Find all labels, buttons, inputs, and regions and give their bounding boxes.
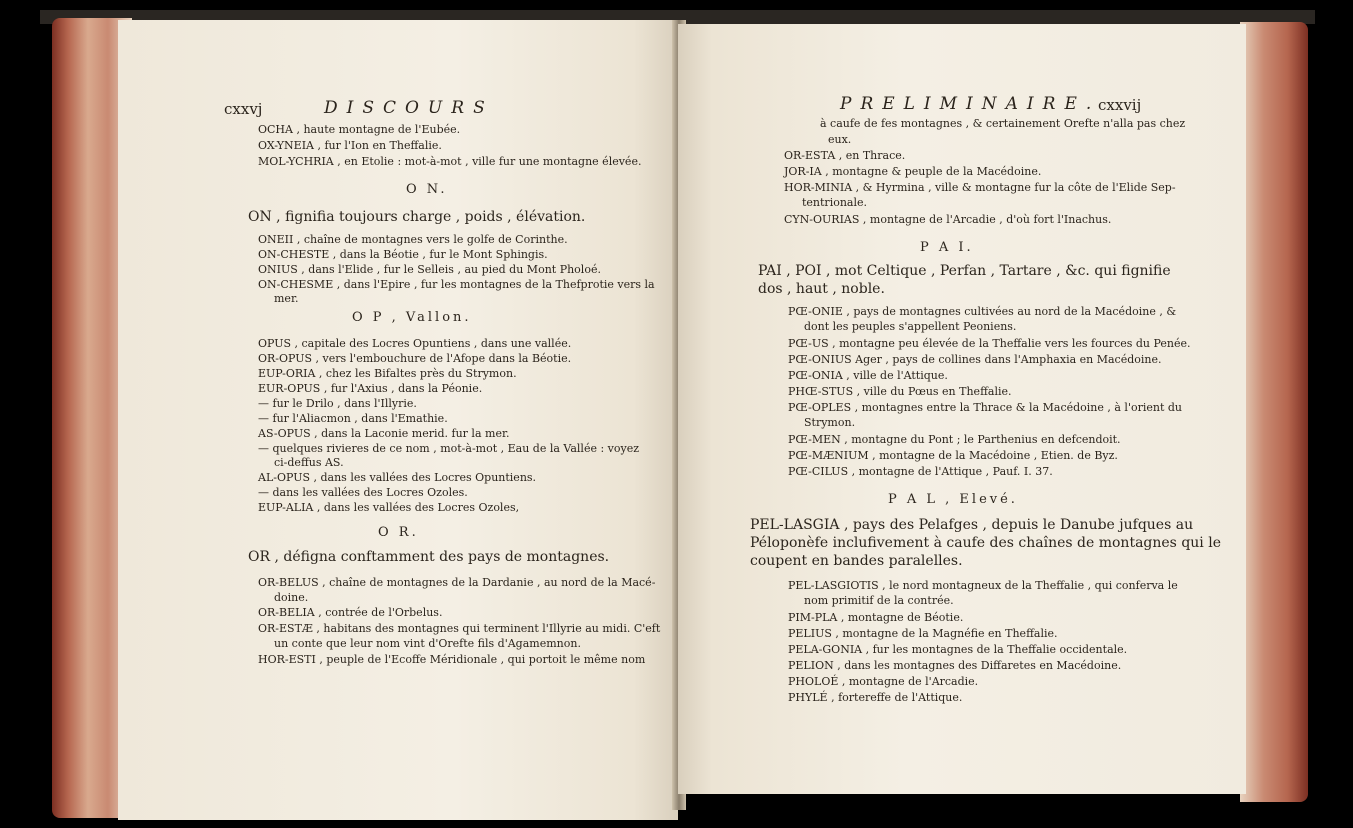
text-line: OR-OPUS , vers l'embouchure de l'Afope dans la Béotie. <box>258 352 572 365</box>
text-line: OR-ESTÆ , habitans des montagnes qui terminent l'Illyrie au midi. C'eft <box>258 622 661 635</box>
text-line: ON-CHESTE , dans la Béotie , fur le Mont Sphingis. <box>258 248 548 261</box>
text-line: PŒ-MEN , montagne du Pont ; le Parthenius en defcendoit. <box>788 433 1121 446</box>
right-page <box>678 24 1246 794</box>
text-line: HOR-ESTI , peuple de l'Ecoffe Méridionale , qui portoit le même nom <box>258 653 646 666</box>
text-line: PŒ-MÆNIUM , montagne de la Macédoine , Etien. de Byz. <box>788 449 1118 462</box>
text-line: OR-BELUS , chaîne de montagnes de la Dardanie , au nord de la Macé- <box>258 576 656 589</box>
text-line: PIM-PLA , montagne de Béotie. <box>788 611 964 624</box>
page-number: cxxvij <box>1098 96 1142 114</box>
text-line: AL-OPUS , dans les vallées des Locres Opuntiens. <box>258 471 537 484</box>
text-line: dont les peuples s'appellent Peoniens. <box>804 320 1017 333</box>
text-line: EUR-OPUS , fur l'Axius , dans la Péonie. <box>258 382 483 395</box>
text-line: PŒ-ONIA , ville de l'Attique. <box>788 369 948 382</box>
text-line: tentrionale. <box>802 196 868 209</box>
section-heading: O N. <box>406 182 448 197</box>
text-line: eux. <box>828 133 852 146</box>
text-line: EUP-ORIA , chez les Bifaltes près du Strymon. <box>258 367 517 380</box>
text-line: PELA-GONIA , fur les montagnes de la Theffalie occidentale. <box>788 643 1128 656</box>
text-line: ONIUS , dans l'Elide , fur le Selleis , au pied du Mont Pholoé. <box>258 263 601 276</box>
text-line: un conte que leur nom vint d'Orefte fils d'Agamemnon. <box>274 637 581 650</box>
text-line: PHYLÉ , fortereffe de l'Attique. <box>788 691 963 704</box>
section-heading: O P , Vallon. <box>352 310 472 325</box>
text-line: Strymon. <box>804 416 856 429</box>
paragraph: PAI , POI , mot Celtique , Perfan , Tartare , &c. qui fignifie <box>758 263 1171 279</box>
text-line: PŒ-ONIE , pays de montagnes cultivées au nord de la Macédoine , & <box>788 305 1177 318</box>
text-line: — fur l'Aliacmon , dans l'Emathie. <box>258 412 448 425</box>
text-line: PEL-LASGIOTIS , le nord montagneux de la Theffalie , qui conferva le <box>788 579 1178 592</box>
section-heading: P A I. <box>920 240 974 255</box>
text-line: PŒ-US , montagne peu élevée de la Theffalie vers les fources du Penée. <box>788 337 1191 350</box>
text-line: AS-OPUS , dans la Laconie merid. fur la mer. <box>258 427 510 440</box>
paragraph: coupent en bandes paralelles. <box>750 553 963 569</box>
text-line: ON-CHESME , dans l'Epire , fur les montagnes de la Thefprotie vers la <box>258 278 655 291</box>
text-line: PHŒ-STUS , ville du Pœus en Theffalie. <box>788 385 1012 398</box>
left-page <box>118 20 678 820</box>
text-line: mer. <box>274 292 299 305</box>
text-line: PELION , dans les montagnes des Diffaretes en Macédoine. <box>788 659 1122 672</box>
text-line: OPUS , capitale des Locres Opuntiens , dans une vallée. <box>258 337 572 350</box>
text-line: PŒ-CILUS , montagne de l'Attique , Pauf. I. 37. <box>788 465 1053 478</box>
text-line: — dans les vallées des Locres Ozoles. <box>258 486 468 499</box>
text-line: CYN-OURIAS , montagne de l'Arcadie , d'où fort l'Inachus. <box>784 213 1112 226</box>
text-line: — quelques rivieres de ce nom , mot-à-mot , Eau de la Vallée : voyez <box>258 442 640 455</box>
paragraph: ON , fignifia toujours charge , poids , élévation. <box>248 209 586 225</box>
section-heading: O R. <box>378 525 419 540</box>
text-line: doine. <box>274 591 309 604</box>
right-page-edges <box>1240 22 1308 802</box>
running-head: PRELIMINAIRE. <box>840 94 1101 114</box>
text-line: PŒ-ONIUS Ager , pays de collines dans l'Amphaxia en Macédoine. <box>788 353 1162 366</box>
text-line: nom primitif de la contrée. <box>804 594 954 607</box>
text-line: ci-deffus AS. <box>274 456 344 469</box>
text-line: OX-YNEIA , fur l'Ion en Theffalie. <box>258 139 442 152</box>
text-line: PELIUS , montagne de la Magnéfie en Theffalie. <box>788 627 1058 640</box>
text-line: ONEII , chaîne de montagnes vers le golfe de Corinthe. <box>258 233 568 246</box>
text-line: EUP-ALIA , dans les vallées des Locres Ozoles, <box>258 501 520 514</box>
text-line: OCHA , haute montagne de l'Eubée. <box>258 123 461 136</box>
text-line: HOR-MINIA , & Hyrmina , ville & montagne fur la côte de l'Elide Sep- <box>784 181 1176 194</box>
paragraph: OR , défigna conftamment des pays de montagnes. <box>248 549 610 565</box>
text-line: MOL-YCHRIA , en Etolie : mot-à-mot , ville fur une montagne élevée. <box>258 155 642 168</box>
section-heading: P A L , Elevé. <box>888 492 1018 507</box>
text-line: à caufe de fes montagnes , & certainement Orefte n'alla pas chez <box>820 117 1186 130</box>
text-line: OR-ESTA , en Thrace. <box>784 149 906 162</box>
page-number: cxxvj <box>224 100 263 118</box>
paragraph: PEL-LASGIA , pays des Pelafges , depuis le Danube jufques au <box>750 517 1194 533</box>
text-line: PŒ-OPLES , montagnes entre la Thrace & la Macédoine , à l'orient du <box>788 401 1183 414</box>
paragraph: Péloponèfe inclufivement à caufe des chaînes de montagnes qui le <box>750 535 1221 551</box>
text-line: — fur le Drilo , dans l'Illyrie. <box>258 397 417 410</box>
text-line: JOR-IA , montagne & peuple de la Macédoine. <box>784 165 1042 178</box>
text-line: PHOLOÉ , montagne de l'Arcadie. <box>788 675 979 688</box>
paragraph: dos , haut , noble. <box>758 281 885 297</box>
running-head: DISCOURS <box>324 98 494 118</box>
text-line: OR-BELIA , contrée de l'Orbelus. <box>258 606 443 619</box>
